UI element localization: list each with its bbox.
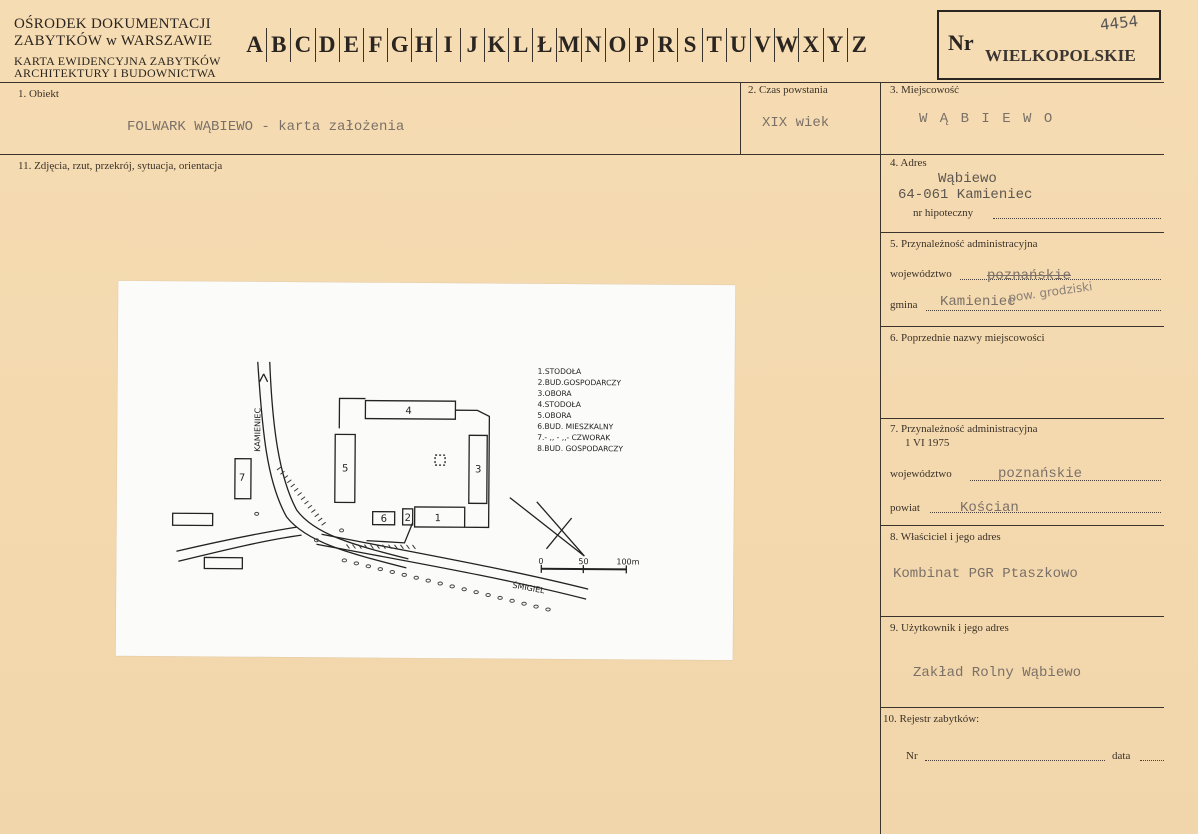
index-letter: W xyxy=(775,28,799,62)
voivodeship-label: województwo xyxy=(890,268,952,280)
hatch-mark xyxy=(298,492,302,495)
tree-markers xyxy=(254,512,551,611)
legend-item: 5.OBORA xyxy=(537,410,572,421)
legend-item: 4.STODOŁA xyxy=(537,399,581,410)
hatch-mark xyxy=(315,514,319,517)
index-letter: Ł xyxy=(533,28,557,62)
handwritten-number: 4454 xyxy=(1099,12,1140,34)
legend-item: 1.STODOŁA xyxy=(537,366,582,377)
site-plan-drawing xyxy=(116,281,736,660)
index-letter: O xyxy=(606,28,630,62)
region-box xyxy=(937,10,1161,80)
hatch-mark xyxy=(412,545,415,549)
index-letter: M xyxy=(557,28,581,62)
field-1-label: 1. Obiekt xyxy=(18,88,59,100)
region-name: WIELKOPOLSKIE xyxy=(985,46,1136,65)
dotted-line xyxy=(926,310,1161,311)
scale-label-100: 100m xyxy=(616,557,640,567)
field-6-label: 6. Poprzednie nazwy miejscowości xyxy=(890,332,1045,344)
field-7-date: 1 VI 1975 xyxy=(905,437,950,449)
county-label: powiat xyxy=(890,502,920,514)
district-note: pow. grodziski xyxy=(1007,279,1094,305)
tree-marker xyxy=(486,594,490,597)
index-letter: P xyxy=(630,28,654,62)
field-2-value: XIX wiek xyxy=(762,115,830,131)
grid-line xyxy=(880,418,1164,419)
building-number-2: 2 xyxy=(404,512,412,524)
field-5-label: 5. Przynależność administracyjna xyxy=(890,238,1038,250)
register-number-label: Nr xyxy=(906,750,918,762)
sketch-legend xyxy=(537,367,624,454)
institution-line-1: OŚRODEK DOKUMENTACJI xyxy=(14,16,211,32)
hatch-mark xyxy=(400,545,403,549)
hatch-mark xyxy=(346,544,349,548)
index-letter: I xyxy=(437,28,461,62)
tree-marker xyxy=(510,599,514,602)
index-letter: E xyxy=(340,28,364,62)
hatching xyxy=(276,467,416,549)
index-letter: T xyxy=(703,28,727,62)
index-letter: F xyxy=(364,28,388,62)
legend-item: 7.- ‚‚ - ‚‚- CZWORAK xyxy=(537,432,611,443)
road-label-smigiel: ŚMIGIEL xyxy=(511,580,546,596)
nr-label: Nr xyxy=(948,30,974,55)
mortgage-number-label: nr hipoteczny xyxy=(913,207,974,219)
field-3-value: W Ą B I E W O xyxy=(919,111,1055,127)
hatch-mark xyxy=(370,545,373,549)
field-5-commune-value: Kamieniec xyxy=(940,294,1016,310)
tree-marker xyxy=(390,570,394,573)
field-4-value-2: 64-061 Kamieniec xyxy=(898,187,1033,203)
legend-item: 8.BUD. GOSPODARCZY xyxy=(537,443,623,454)
index-letter: Y xyxy=(824,28,848,62)
field-3-label: 3. Miejscowość xyxy=(890,84,960,96)
tree-marker xyxy=(474,591,478,594)
hatch-mark xyxy=(311,510,315,513)
field-8-value: Kombinat PGR Ptaszkowo xyxy=(893,566,1078,582)
voivodeship-label: województwo xyxy=(890,468,952,480)
card-type-line-1: KARTA EWIDENCYJNA ZABYTKÓW xyxy=(14,54,221,68)
hatch-mark xyxy=(287,480,291,483)
legend-item: 6.BUD. MIESZKALNY xyxy=(537,421,614,432)
institution-line-2: ZABYTKÓW w WARSZAWIE xyxy=(14,33,213,49)
tree-marker xyxy=(354,562,358,565)
grid-line xyxy=(880,232,1164,233)
tree-marker xyxy=(414,576,418,579)
index-letter: N xyxy=(582,28,606,62)
building-number-1: 1 xyxy=(434,513,442,525)
scale-label-50: 50 xyxy=(578,557,589,567)
index-letter: S xyxy=(678,28,702,62)
grid-line xyxy=(880,707,1164,708)
dotted-line xyxy=(1140,760,1164,761)
tree-marker xyxy=(378,568,382,571)
grid-line xyxy=(880,326,1164,327)
index-letter: X xyxy=(799,28,823,62)
hatch-mark xyxy=(318,518,322,521)
hatch-mark xyxy=(291,484,295,487)
tree-marker xyxy=(340,529,344,532)
field-7-label: 7. Przynależność administracyjna xyxy=(890,423,1038,435)
index-letter: V xyxy=(751,28,775,62)
field-9-label: 9. Użytkownik i jego adres xyxy=(890,622,1009,634)
field-4-label: 4. Adres xyxy=(890,157,927,169)
index-letter: K xyxy=(485,28,509,62)
tree-marker xyxy=(366,565,370,568)
field-1-value: FOLWARK WĄBIEWO - karta założenia xyxy=(127,119,405,135)
legend-item: 3.OBORA xyxy=(537,388,572,399)
tree-marker xyxy=(522,602,526,605)
field-5-voivodeship-value: poznańskie xyxy=(987,268,1072,284)
hatch-mark xyxy=(308,505,312,508)
alphabet-index xyxy=(243,28,871,62)
building-number-7: 7 xyxy=(238,472,246,484)
building-number-5: 5 xyxy=(341,463,349,475)
legend-item: 2.BUD.GOSPODARCZY xyxy=(537,377,622,388)
index-letter: J xyxy=(461,28,485,62)
grid-line xyxy=(880,82,881,834)
dotted-line xyxy=(925,760,1105,761)
tree-marker xyxy=(498,596,502,599)
tree-marker xyxy=(255,512,259,515)
building-number-4: 4 xyxy=(405,405,412,417)
register-date-label: data xyxy=(1112,750,1131,762)
hatch-mark xyxy=(406,545,409,549)
commune-label: gmina xyxy=(890,299,918,311)
index-letter: R xyxy=(654,28,678,62)
grid-line xyxy=(0,82,1164,83)
scale-label-0: 0 xyxy=(538,556,544,566)
field-9-value: Zakład Rolny Wąbiewo xyxy=(913,665,1082,681)
grid-line xyxy=(880,616,1164,617)
tree-marker xyxy=(462,588,466,591)
grid-line xyxy=(0,154,1164,155)
field-7-voivodeship-value: poznańskie xyxy=(998,466,1083,482)
grid-line xyxy=(740,82,741,154)
tree-marker xyxy=(426,579,430,582)
tree-marker xyxy=(402,573,406,576)
index-letter: A xyxy=(243,28,267,62)
road-label-kamieniec: KAMIENIEC xyxy=(253,407,263,452)
tree-marker xyxy=(438,582,442,585)
field-2-label: 2. Czas powstania xyxy=(748,84,828,96)
index-letter: G xyxy=(388,28,412,62)
index-letter: U xyxy=(727,28,751,62)
grid-line xyxy=(880,525,1164,526)
hatch-mark xyxy=(277,467,281,470)
hatch-mark xyxy=(352,544,355,548)
field-4-value-1: Wąbiewo xyxy=(938,171,997,187)
hatch-mark xyxy=(304,501,308,504)
tree-marker xyxy=(450,585,454,588)
site-plan-sketch xyxy=(116,281,736,660)
building-number-6: 6 xyxy=(380,513,388,525)
index-letter: L xyxy=(509,28,533,62)
index-letter: D xyxy=(316,28,340,62)
field-7-county-value: Kościan xyxy=(960,500,1019,516)
dotted-line xyxy=(993,218,1161,219)
index-letter: Z xyxy=(851,32,867,57)
index-letter: H xyxy=(412,28,436,62)
hatch-mark xyxy=(301,497,305,500)
field-11-label: 11. Zdjęcia, rzut, przekrój, sytuacja, orientacja xyxy=(18,160,223,172)
field-10-label: 10. Rejestr zabytków: xyxy=(883,713,980,725)
hatch-mark xyxy=(294,488,298,491)
card-type-line-2: ARCHITEKTURY I BUDOWNICTWA xyxy=(14,66,217,80)
index-letter: B xyxy=(267,28,291,62)
building-number-3: 3 xyxy=(474,464,482,476)
tree-marker xyxy=(342,559,346,562)
hatch-mark xyxy=(322,522,326,525)
index-letter: C xyxy=(291,28,315,62)
field-8-label: 8. Właściciel i jego adres xyxy=(890,531,1001,543)
tree-marker xyxy=(534,605,538,608)
tree-marker xyxy=(546,608,550,611)
